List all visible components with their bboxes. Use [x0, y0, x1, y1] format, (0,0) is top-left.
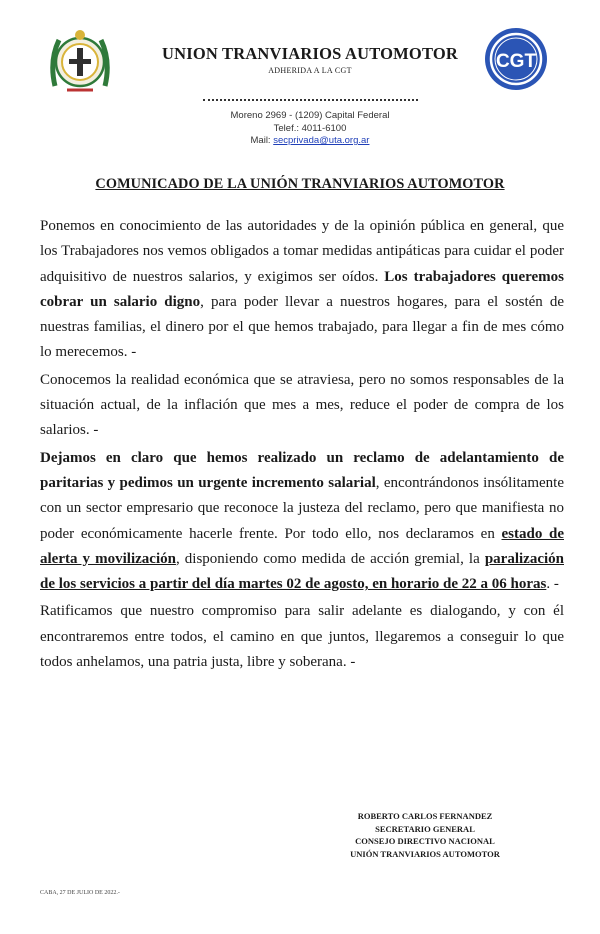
document-date: CABA, 27 DE JULIO DE 2022.-	[40, 890, 120, 896]
cgt-logo	[484, 27, 548, 91]
letterhead	[0, 0, 600, 160]
statement-body	[40, 214, 564, 675]
paragraph-1	[40, 214, 564, 366]
email-link[interactable]: secprivada@uta.org.ar	[273, 135, 370, 146]
org-name: UNION TRANVIARIOS AUTOMOTOR	[161, 44, 459, 63]
p1-emphasis: Los trabajadores queremos cobrar un salario digno	[40, 268, 564, 310]
signatory-name: ROBERTO CARLOS FERNANDEZ	[357, 811, 493, 821]
org-affiliation: ADHERIDA A LA CGT	[268, 66, 352, 75]
address: Moreno 2969 - (1209) Capital Federal	[230, 110, 390, 121]
paragraph-2: Conocemos la realidad económica que se atraviesa, pero no somos responsables de la situación actual, de la inflación que mes a mes, reduce el poder de compra de los salarios. -	[40, 371, 564, 439]
p3-text-d: , disponiendo como medida de acción gremial, la	[175, 550, 485, 567]
p3-alert-status: estado de alerta y movilización	[40, 525, 564, 567]
phone: Telef.: 4011-6100	[273, 122, 347, 134]
p3-emphasis: Dejamos en claro que hemos realizado un reclamo de adelantamiento de paritarias y pedimos un urgente incremento salarial	[40, 449, 564, 491]
p3-text-f: . -	[546, 576, 559, 593]
paragraph-4: Ratificamos que nuestro compromiso para salir adelante es dialogando, y con él encontraremos entre todos, el camino en que juntos, llegaremos a conseguir lo que todos anhelamos, una patria justa, libre y soberana. -	[40, 603, 564, 671]
document-title: COMUNICADO DE LA UNIÓN TRANVIARIOS AUTOMOTOR	[95, 176, 505, 192]
signatory-role: SECRETARIO GENERAL	[375, 823, 475, 834]
header-divider	[203, 99, 418, 101]
contact-info	[200, 110, 420, 148]
union-crest-logo	[47, 26, 113, 96]
paragraph-3	[40, 446, 564, 598]
cgt-logo-text: CGT	[495, 51, 537, 72]
signatory-council: CONSEJO DIRECTIVO NACIONAL	[355, 836, 495, 846]
p3-strike-notice: paralización de los servicios a partir del día martes 02 de agosto, en horario de 22 a 06 horas	[40, 550, 564, 593]
p3-text-b: , encontrándonos insólitamente con un sector empresario que reconoce la justeza del reclamo, pero que manifiesta no poder económicamente hacerle frente. Por todo ello, nos declaramos en	[40, 474, 564, 542]
email-label: Mail:	[250, 135, 271, 146]
p1-text-a: Ponemos en conocimiento de las autoridades y de la opinión pública en general, que los Trabajadores nos vemos obligados a tomar medidas antipáticas para cuidar el poder adquisitivo de nuestros salarios, y exigimos ser oídos.	[40, 218, 564, 285]
email-line	[200, 135, 420, 148]
p1-text-c: , para poder llevar a nuestros hogares, para el sostén de nuestras familias, el dinero por el que hemos trabajado, para llegar a fin de mes cómo lo merecemos. -	[40, 293, 565, 361]
signatory-org: UNIÓN TRANVIARIOS AUTOMOTOR	[350, 848, 500, 859]
signature-block	[300, 810, 550, 860]
